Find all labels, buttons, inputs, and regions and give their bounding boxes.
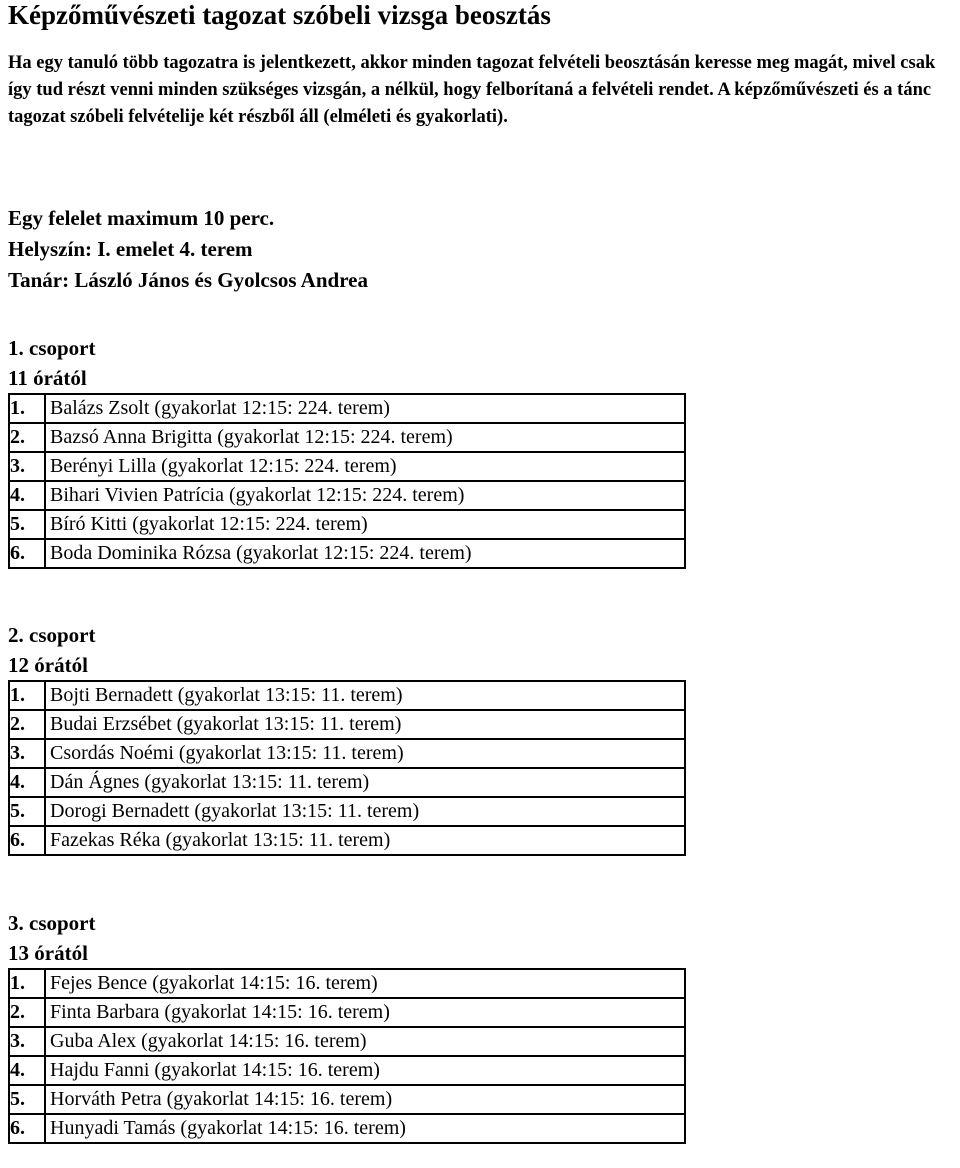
page-title: Képzőművészeti tagozat szóbeli vizsga beosztás bbox=[8, 0, 551, 30]
student-number: 2. bbox=[9, 423, 45, 452]
student-table bbox=[8, 393, 686, 569]
table-row bbox=[9, 1056, 685, 1085]
student-number: 4. bbox=[9, 768, 45, 797]
exam-info bbox=[8, 203, 368, 296]
student-name: Horváth Petra (gyakorlat 14:15: 16. terem) bbox=[45, 1085, 685, 1114]
exam-teacher: Tanár: László János és Gyolcsos Andrea bbox=[8, 268, 368, 292]
group-title: 2. csoport bbox=[8, 623, 96, 647]
student-number: 1. bbox=[9, 969, 45, 998]
student-name: Dán Ágnes (gyakorlat 13:15: 11. terem) bbox=[45, 768, 685, 797]
student-number: 3. bbox=[9, 1027, 45, 1056]
student-number: 5. bbox=[9, 797, 45, 826]
group-time: 12 órától bbox=[8, 653, 88, 677]
student-number: 2. bbox=[9, 710, 45, 739]
student-name: Fejes Bence (gyakorlat 14:15: 16. terem) bbox=[45, 969, 685, 998]
student-name: Boda Dominika Rózsa (gyakorlat 12:15: 224. terem) bbox=[45, 539, 685, 568]
student-number: 4. bbox=[9, 1056, 45, 1085]
student-table bbox=[8, 968, 686, 1144]
exam-duration: Egy felelet maximum 10 perc. bbox=[8, 206, 275, 230]
group-time: 13 órától bbox=[8, 941, 88, 965]
student-name: Balázs Zsolt (gyakorlat 12:15: 224. terem) bbox=[45, 394, 685, 423]
student-name: Csordás Noémi (gyakorlat 13:15: 11. terem) bbox=[45, 739, 685, 768]
group-title: 3. csoport bbox=[8, 911, 96, 935]
table-row bbox=[9, 797, 685, 826]
exam-location: Helyszín: I. emelet 4. terem bbox=[8, 237, 253, 261]
group-time: 11 órától bbox=[8, 366, 87, 390]
table-row bbox=[9, 510, 685, 539]
table-row bbox=[9, 481, 685, 510]
table-row bbox=[9, 1027, 685, 1056]
table-row bbox=[9, 710, 685, 739]
table-row bbox=[9, 539, 685, 568]
table-row bbox=[9, 998, 685, 1027]
student-name: Dorogi Bernadett (gyakorlat 13:15: 11. terem) bbox=[45, 797, 685, 826]
student-number: 5. bbox=[9, 1085, 45, 1114]
table-row bbox=[9, 969, 685, 998]
student-name: Budai Erzsébet (gyakorlat 13:15: 11. terem) bbox=[45, 710, 685, 739]
student-number: 1. bbox=[9, 394, 45, 423]
student-table bbox=[8, 680, 686, 856]
student-number: 6. bbox=[9, 539, 45, 568]
table-row bbox=[9, 423, 685, 452]
student-name: Guba Alex (gyakorlat 14:15: 16. terem) bbox=[45, 1027, 685, 1056]
student-number: 4. bbox=[9, 481, 45, 510]
table-row bbox=[9, 681, 685, 710]
student-number: 6. bbox=[9, 826, 45, 855]
student-number: 2. bbox=[9, 998, 45, 1027]
table-row bbox=[9, 1085, 685, 1114]
table-row bbox=[9, 452, 685, 481]
student-name: Bihari Vivien Patrícia (gyakorlat 12:15: 224. terem) bbox=[45, 481, 685, 510]
group-2 bbox=[8, 620, 688, 856]
table-row bbox=[9, 739, 685, 768]
student-name: Finta Barbara (gyakorlat 14:15: 16. terem) bbox=[45, 998, 685, 1027]
student-name: Berényi Lilla (gyakorlat 12:15: 224. terem) bbox=[45, 452, 685, 481]
student-name: Hajdu Fanni (gyakorlat 14:15: 16. terem) bbox=[45, 1056, 685, 1085]
table-row bbox=[9, 1114, 685, 1143]
student-number: 5. bbox=[9, 510, 45, 539]
student-number: 3. bbox=[9, 452, 45, 481]
student-name: Fazekas Réka (gyakorlat 13:15: 11. terem) bbox=[45, 826, 685, 855]
intro-paragraph: Ha egy tanuló több tagozatra is jelentkezett, akkor minden tagozat felvételi beosztásán keresse meg magát, mivel csak így tud részt venni minden szükséges vizsgán, a nélkül, hogy felborítaná a felvételi rendet. A képzőművészeti és a tánc tagozat szóbeli felvételije két részből áll (elméleti és gyakorlati). bbox=[8, 53, 936, 127]
group-title: 1. csoport bbox=[8, 336, 96, 360]
table-row bbox=[9, 826, 685, 855]
table-row bbox=[9, 768, 685, 797]
table-row bbox=[9, 394, 685, 423]
group-1 bbox=[8, 333, 688, 569]
student-name: Bojti Bernadett (gyakorlat 13:15: 11. terem) bbox=[45, 681, 685, 710]
student-name: Bazsó Anna Brigitta (gyakorlat 12:15: 224. terem) bbox=[45, 423, 685, 452]
student-number: 1. bbox=[9, 681, 45, 710]
student-name: Hunyadi Tamás (gyakorlat 14:15: 16. terem) bbox=[45, 1114, 685, 1143]
student-number: 3. bbox=[9, 739, 45, 768]
group-3 bbox=[8, 908, 688, 1144]
student-name: Bíró Kitti (gyakorlat 12:15: 224. terem) bbox=[45, 510, 685, 539]
student-number: 6. bbox=[9, 1114, 45, 1143]
